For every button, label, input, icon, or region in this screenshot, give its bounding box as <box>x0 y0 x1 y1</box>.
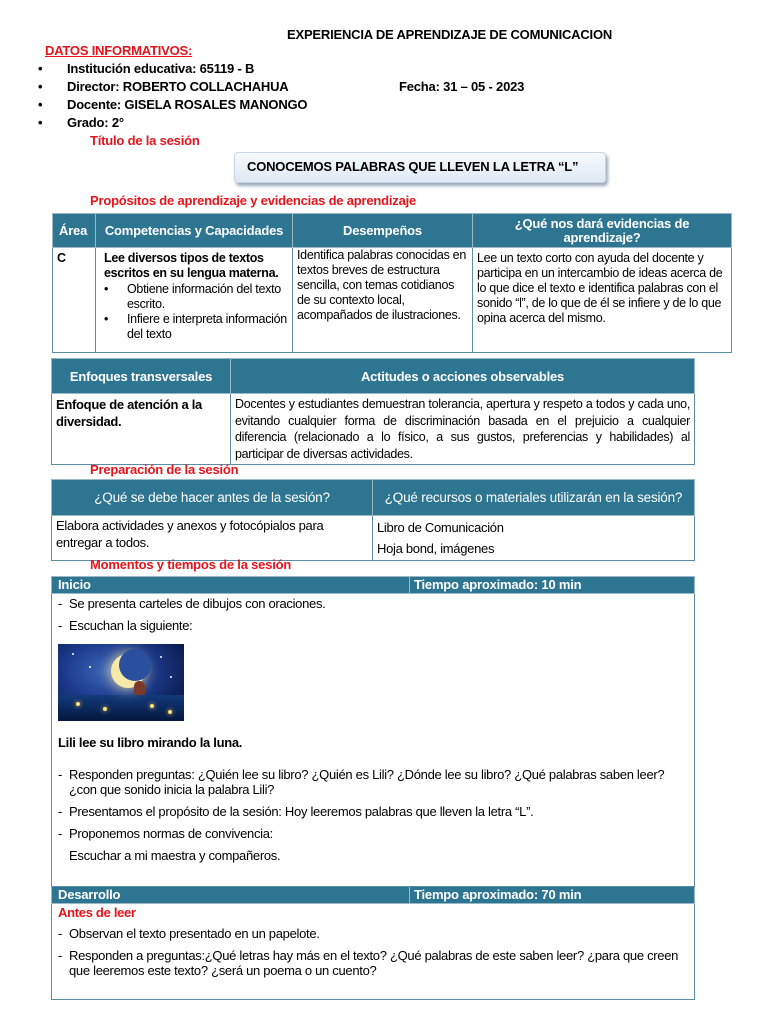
list-item: - Se presenta carteles de dibujos con oraciones. <box>58 596 688 611</box>
inicio-tiempo: Tiempo aproximado: 10 min <box>410 577 695 594</box>
fecha: Fecha: 31 – 05 - 2023 <box>399 79 525 94</box>
preparacion-table <box>51 479 695 561</box>
desarrollo-tiempo: Tiempo aproximado: 70 min <box>410 887 695 904</box>
header-recursos: ¿Qué recursos o materiales utilizarán en la sesión? <box>373 480 695 516</box>
propositos-heading: Propósitos de aprendizaje y evidencias de aprendizaje <box>90 193 417 208</box>
antes-de-leer-heading: Antes de leer <box>58 905 136 920</box>
datos-informativos-heading: DATOS INFORMATIVOS: <box>45 43 193 58</box>
header-enfoques: Enfoques transversales <box>52 359 231 394</box>
desarrollo-label: Desarrollo <box>52 887 410 904</box>
enfoques-table <box>51 358 695 465</box>
header-competencias: Competencias y Capacidades <box>96 214 293 248</box>
titulo-sesion-label: Título de la sesión <box>90 133 200 148</box>
info-list <box>38 60 525 132</box>
header-evidencias: ¿Qué nos dará evidencias de aprendizaje? <box>473 214 732 248</box>
recurso-item: Hoja bond, imágenes <box>377 541 495 556</box>
momentos-heading: Momentos y tiempos de la sesión <box>90 557 292 572</box>
header-desempenos: Desempeños <box>293 214 473 248</box>
capacidad-item: • Infiere e interpreta información del texto <box>104 312 288 342</box>
info-grado: • Grado: 2° <box>38 114 307 132</box>
story-caption: Lili lee su libro mirando la luna. <box>58 735 243 750</box>
enfoque-cell: Enfoque de atención a la diversidad. <box>52 394 231 465</box>
header-actitudes: Actitudes o acciones observables <box>231 359 695 394</box>
list-item: - Observan el texto presentado en un papelote. <box>58 926 688 941</box>
evidencias-cell: Lee un texto corto con ayuda del docente y participa en un intercambio de ideas acerca de lo que dice el texto e identifica palabras con el sonido “l”, de lo que de él se infiere y de lo que opina acerca del mismo. <box>473 248 732 353</box>
desempenos-cell: Identifica palabras conocidas en textos breves de estructura sencilla, con temas cotidianos de su contexto local, acompañados de ilustraciones. <box>293 248 473 353</box>
document-title: EXPERIENCIA DE APRENDIZAJE DE COMUNICACION <box>287 27 613 42</box>
inicio-label: Inicio <box>52 577 410 594</box>
preparacion-heading: Preparación de la sesión <box>90 462 239 477</box>
desarrollo-body <box>52 904 695 1000</box>
list-item: - Proponemos normas de convivencia: <box>58 826 688 841</box>
moon-illustration-image <box>58 644 184 721</box>
competencias-cell <box>96 248 293 353</box>
actitudes-cell: Docentes y estudiantes demuestran tolerancia, apertura y respeto a todos y cada uno, evitando cualquier forma de discriminación basada en el prejuicio a cualquier diferencia (relacionado a lo físico, a sus gustos, preferencias y habilidades) al participar de diversas actividades. <box>231 394 695 465</box>
header-antes-sesion: ¿Qué se debe hacer antes de la sesión? <box>52 480 373 516</box>
session-title-box: CONOCEMOS PALABRAS QUE LLEVEN LA LETRA “L” <box>234 152 606 183</box>
list-item: - Responden preguntas: ¿Quién lee su libro? ¿Quién es Lili? ¿Dónde lee su libro? ¿Qué palabras saben leer? ¿con que sonido inicia la palabra Lili? <box>58 767 688 797</box>
capacidad-item: • Obtiene información del texto escrito. <box>104 282 288 312</box>
header-area: Área <box>53 214 96 248</box>
info-director: • Director: ROBERTO COLLACHAHUA Fecha: 31 – 05 - 2023 <box>38 78 307 96</box>
momentos-table <box>51 576 695 1000</box>
capacidades-list <box>104 282 288 342</box>
info-docente: • Docente: GISELA ROSALES MANONGO <box>38 96 307 114</box>
area-cell: C <box>53 248 96 353</box>
recursos-cell <box>373 516 695 561</box>
recurso-item: Libro de Comunicación <box>377 520 504 535</box>
purposes-table <box>52 213 732 353</box>
norma-convivencia: Escuchar a mi maestra y compañeros. <box>69 848 281 863</box>
competencia-text: Lee diversos tipos de textos escritos en su lengua materna. <box>104 251 279 280</box>
list-item: - Presentamos el propósito de la sesión: Hoy leeremos palabras que lleven la letra “L”. <box>58 804 688 819</box>
info-institucion: • Institución educativa: 65119 - B <box>38 60 307 78</box>
antes-cell: Elabora actividades y anexos y fotocópialos para entregar a todos. <box>52 516 373 561</box>
inicio-body <box>52 594 695 887</box>
list-item: - Escuchan la siguiente: <box>58 618 688 633</box>
list-item: - Responden a preguntas:¿Qué letras hay más en el texto? ¿Qué palabras de este saben leer? ¿para que creen que leeremos este texto? ¿será un poema o un cuento? <box>58 948 688 978</box>
